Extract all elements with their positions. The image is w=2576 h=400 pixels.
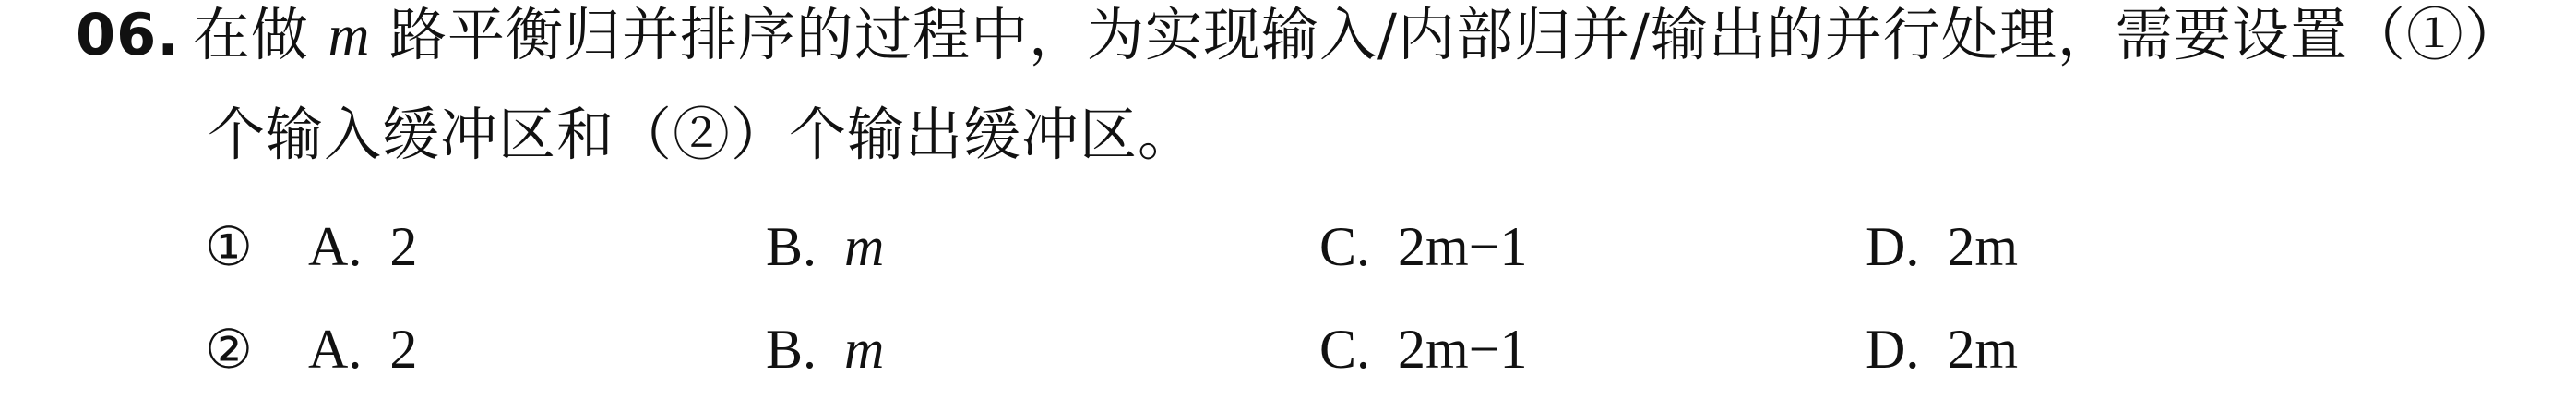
option-letter: B. (766, 216, 817, 277)
question-stem-line-1 (76, 0, 2522, 71)
option-2-d[interactable] (1866, 312, 2018, 386)
option-letter: A. (308, 319, 363, 380)
option-2-b[interactable] (766, 312, 884, 386)
option-letter: B. (766, 319, 817, 380)
option-letter: D. (1866, 319, 1920, 380)
option-row-2 (0, 312, 2576, 386)
option-value: 2m−1 (1398, 319, 1528, 380)
option-1-a[interactable] (308, 210, 417, 284)
option-1-d[interactable] (1866, 210, 2018, 284)
option-2-c[interactable] (1319, 312, 1528, 386)
option-row-1 (0, 210, 2576, 284)
blank-marker-1: ① (205, 215, 253, 278)
question-text-part-1: 在做 (192, 1, 328, 68)
option-2-a[interactable] (308, 312, 417, 386)
option-value: m (844, 216, 885, 277)
option-letter: A. (308, 216, 363, 277)
blank-marker-2: ② (205, 318, 253, 381)
option-value: 2 (389, 319, 418, 380)
option-value: 2 (389, 216, 418, 277)
option-value: 2m (1947, 319, 2019, 380)
option-value: 2m (1947, 216, 2019, 277)
question-text-part-2: 路平衡归并排序的过程中，为实现输入/内部归并/输出的并行处理，需要设置（①） (370, 1, 2522, 68)
option-letter: C. (1319, 216, 1371, 277)
question-text-line-2: 个输入缓冲区和（②）个输出缓冲区。 (208, 101, 1197, 168)
option-1-c[interactable] (1319, 210, 1528, 284)
option-letter: D. (1866, 216, 1920, 277)
question-variable-m: m (328, 5, 371, 67)
option-value: 2m−1 (1398, 216, 1528, 277)
option-value: m (844, 319, 885, 380)
option-1-b[interactable] (766, 210, 884, 284)
question-stem-line-2 (208, 100, 1196, 170)
question-number: 06. (76, 1, 180, 68)
option-letter: C. (1319, 319, 1371, 380)
